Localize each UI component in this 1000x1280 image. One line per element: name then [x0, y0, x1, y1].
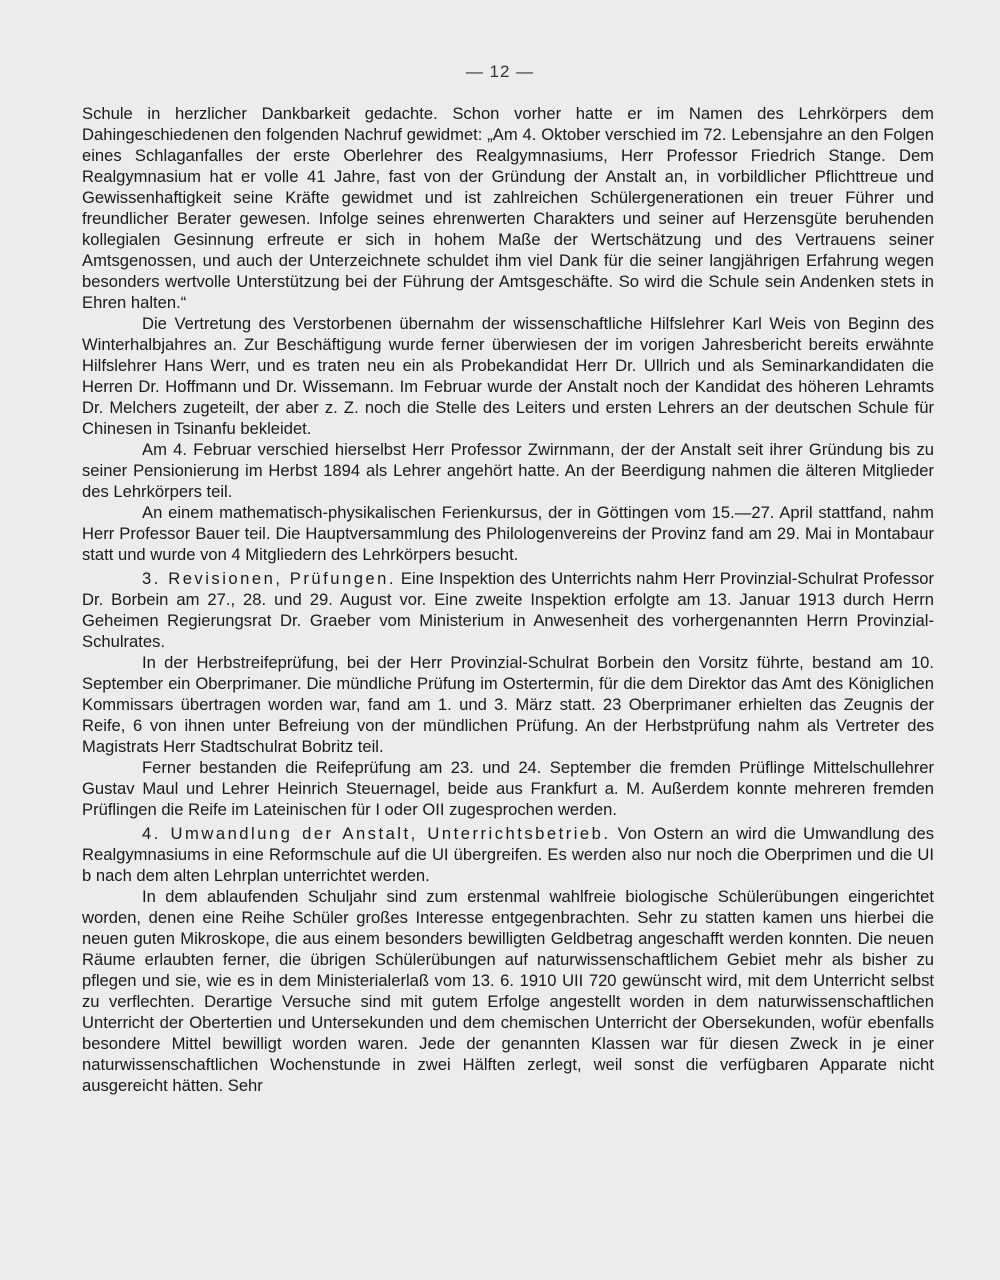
- section-text-revisionen: Eine Inspektion des Unterrichts nahm Herr Provinzial-Schulrat Professor Dr. Borbein am 27., 28. und 29. August vor. Eine zweite Inspektion erfolgte am 13. Januar 1913 durch Herrn Geheimen Regierungsrat Dr. Graeber vom Ministerium in Anwesenheit des vorhergenannten Herrn Provinzial-Schulrates.: [82, 569, 935, 651]
- section-heading-umwandlung: 4. Umwandlung der Anstalt, Unterrichtsbetrieb.: [142, 824, 611, 843]
- section-revisionen: [82, 568, 934, 652]
- paragraph-nachruf: Schule in herzlicher Dankbarkeit gedachte. Schon vorher hatte er im Namen des Lehrkörpers dem Dahingeschiedenen den folgenden Nachruf gewidmet: „Am 4. Oktober verschied im 72. Lebensjahre an den Folgen eines Schlaganfalles der erste Oberlehrer des Realgymnasiums, Herr Professor Friedrich Stange. Dem Realgymnasium hat er volle 41 Jahre, fast von der Gründung der Anstalt an, in vorbildlicher Pflichttreue und Gewissenhaftigkeit seine Kräfte gewidmet und ist zahlreichen Schülergenerationen ein treuer Führer und freundlicher Berater gewesen. Infolge seines ehrenwerten Charakters und seiner auf Herzensgüte beruhenden kollegialen Gesinnung erfreute er sich in hohem Maße der Wertschätzung und des Vertrauens seiner Amtsgenossen, und auch der Unterzeichnete schuldet ihm viel Dank für die seiner langjährigen Erfahrung wegen besonders wertvolle Unterstützung bei der Führung der Amtsgeschäfte. So wird die Schule sein Andenken stets in Ehren halten.“: [82, 104, 934, 312]
- paragraph-zwirnmann: Am 4. Februar verschied hierselbst Herr Professor Zwirnmann, der der Anstalt seit ihrer Gründung bis zu seiner Pensionierung im Herbst 1894 als Lehrer angehört hatte. An der Beerdigung nahmen die älteren Mitglieder des Lehrkörpers teil.: [82, 440, 934, 501]
- paragraph-schueleruebungen: In dem ablaufenden Schuljahr sind zum erstenmal wahlfreie biologische Schülerübungen eingerichtet worden, denen eine Reihe Schüler großes Interesse entgegenbrachten. Sehr zu statten kamen uns hierbei die neuen guten Mikroskope, die aus einem besonders bewilligten Geldbetrag angeschafft werden konnten. Die neuen Räume erlaubten ferner, die übrigen Schülerübungen auf naturwissenschaftlichem Gebiet mehr als bisher zu pflegen und sie, wie es in dem Ministerialerlaß vom 13. 6. 1910 UII 720 gewünscht wird, mit dem Unterricht selbst zu verflechten. Derartige Versuche sind mit gutem Erfolge angestellt worden in dem naturwissenschaftlichen Unterricht der Obertertien und Untersekunden und dem chemischen Unterricht der Obersekunden, wofür ebenfalls besondere Mittel bewilligt worden waren. Jede der genannten Klassen war für diesen Zweck in je einer naturwissenschaftlichen Wochenstunde in zwei Hälften zerlegt, weil sonst die verfügbaren Apparate nicht ausgereicht hätten. Sehr: [82, 887, 934, 1095]
- paragraph-ferienkursus: An einem mathematisch-physikalischen Ferienkursus, der in Göttingen vom 15.—27. April stattfand, nahm Herr Professor Bauer teil. Die Hauptversammlung des Philologenvereins der Provinz fand am 29. Mai in Montabaur statt und wurde von 4 Mitgliedern des Lehrkörpers besucht.: [82, 503, 934, 564]
- body-text: [82, 103, 934, 1096]
- paragraph-fremde-prueflinge: Ferner bestanden die Reifeprüfung am 23. und 24. September die fremden Prüflinge Mittelschullehrer Gustav Maul und Lehrer Heinrich Steuernagel, beide aus Frankfurt a. M. Außerdem konnte mehreren fremden Prüflingen die Reife im Lateinischen für I oder OII zugesprochen werden.: [82, 758, 934, 819]
- section-umwandlung: [82, 823, 934, 886]
- page-number: — 12 —: [465, 62, 535, 81]
- paragraph-herbstreifepruefung: In der Herbstreifeprüfung, bei der Herr Provinzial-Schulrat Borbein den Vorsitz führte, bestand am 10. September ein Oberprimaner. Die mündliche Prüfung im Ostertermin, für die dem Direktor das Amt des Königlichen Kommissars übertragen worden war, fand am 1. und 3. März statt. 23 Oberprimaner erhielten das Zeugnis der Reife, 6 von ihnen unter Befreiung von der mündlichen Prüfung. An der Herbstprüfung nahm als Vertreter des Magistrats Herr Stadtschulrat Bobritz teil.: [82, 653, 934, 756]
- paragraph-vertretung: Die Vertretung des Verstorbenen übernahm der wissenschaftliche Hilfslehrer Karl Weis von Beginn des Winterhalbjahres an. Zur Beschäftigung wurde ferner überwiesen der im vorigen Jahresbericht bereits erwähnte Hilfslehrer Hans Werr, und es traten neu ein als Probekandidat Herr Dr. Ullrich und als Seminarkandidaten die Herren Dr. Hoffmann und Dr. Wissemann. Im Februar wurde der Anstalt noch der Kandidat des höheren Lehramts Dr. Melchers zugeteilt, der aber z. Z. noch die Stelle des Leiters und ersten Lehrers an der deutschen Schule für Chinesen in Tsinanfu bekleidet.: [82, 314, 934, 438]
- section-heading-revisionen: 3. Revisionen, Prüfungen.: [142, 569, 396, 588]
- section-text-umwandlung: Von Ostern an wird die Umwandlung des Realgymnasiums in eine Reformschule auf die UI übergreifen. Es werden also nur noch die Oberprimen und die UI b nach dem alten Lehrplan unterrichtet werden.: [82, 824, 934, 885]
